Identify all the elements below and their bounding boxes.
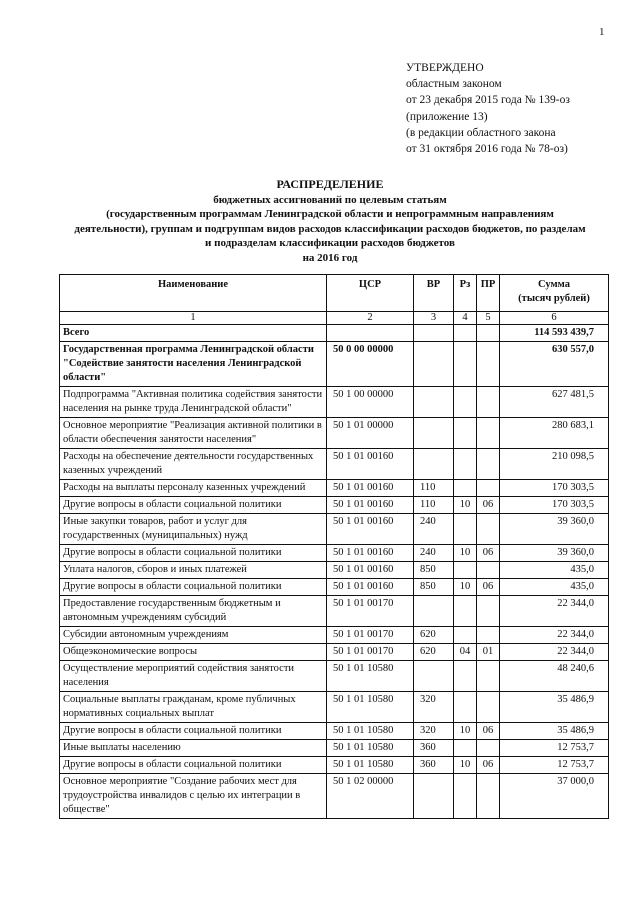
cell-sum: 170 303,5 [500,497,609,514]
cell-sum: 210 098,5 [500,449,609,480]
cell-pr [477,514,500,545]
table-row [60,692,609,723]
cell-csr: 50 1 01 00160 [327,579,414,596]
cell-rz [454,342,477,387]
cell-pr: 06 [477,757,500,774]
cell-sum: 48 240,6 [500,661,609,692]
approval-line: от 23 декабря 2015 года № 139-оз [406,94,570,107]
cell-rz [454,514,477,545]
table-body [60,325,609,819]
cell-csr: 50 1 01 10580 [327,740,414,757]
cell-pr [477,449,500,480]
table-row [60,342,609,387]
table-row [60,325,609,342]
cell-sum: 22 344,0 [500,644,609,661]
header-sum-title: Сумма [538,279,570,290]
cell-vr: 360 [414,757,454,774]
approval-line: УТВЕРЖДЕНО [406,62,484,74]
heading-line: и подразделам классификации расходов бюджетов [205,237,455,250]
table-row [60,596,609,627]
heading-line: бюджетных ассигнований по целевым статьям [213,193,447,206]
cell-vr [414,596,454,627]
column-number: 3 [414,312,454,325]
document-heading [40,177,620,266]
table-row [60,757,609,774]
table-row [60,449,609,480]
cell-pr [477,342,500,387]
table-row [60,480,609,497]
budget-table [59,274,609,819]
header-csr: ЦСР [327,275,414,312]
table-row [60,497,609,514]
cell-name: Государственная программа Ленинградской области "Содействие занятости населения Ленинградской области" [60,342,327,387]
cell-csr: 50 1 01 00160 [327,514,414,545]
cell-rz: 10 [454,545,477,562]
cell-pr [477,596,500,627]
table-row [60,387,609,418]
table-row [60,774,609,819]
cell-pr [477,418,500,449]
heading-line: (государственным программам Ленинградской области и непрограммным направлениям [106,208,554,221]
cell-sum: 35 486,9 [500,692,609,723]
header-sum [500,275,609,312]
cell-vr [414,418,454,449]
cell-vr: 850 [414,562,454,579]
approval-line: (приложение 13) [406,110,488,123]
cell-name: Расходы на обеспечение деятельности государственных казенных учреждений [60,449,327,480]
cell-sum: 435,0 [500,579,609,596]
cell-rz: 10 [454,723,477,740]
cell-sum: 280 683,1 [500,418,609,449]
table-row [60,644,609,661]
cell-rz [454,740,477,757]
cell-sum: 39 360,0 [500,545,609,562]
table-row [60,723,609,740]
table-row [60,418,609,449]
cell-name: Основное мероприятие "Реализация активной политики в области обеспечения занятости населения" [60,418,327,449]
cell-sum: 114 593 439,7 [500,325,609,342]
cell-pr [477,740,500,757]
approval-stamp [406,60,570,157]
cell-pr [477,627,500,644]
cell-pr: 06 [477,723,500,740]
cell-csr: 50 1 00 00000 [327,387,414,418]
cell-csr: 50 0 00 00000 [327,342,414,387]
cell-vr: 240 [414,514,454,545]
table-row [60,661,609,692]
cell-vr [414,774,454,819]
cell-name: Всего [60,325,327,342]
cell-vr [414,325,454,342]
column-number: 2 [327,312,414,325]
column-number: 4 [454,312,477,325]
cell-vr: 110 [414,497,454,514]
column-number: 5 [477,312,500,325]
heading-line: деятельности), группам и подгруппам видов расходов классификации расходов бюджетов, по разделам [74,222,586,235]
table-header-row [60,275,609,312]
cell-csr: 50 1 01 10580 [327,661,414,692]
cell-sum: 170 303,5 [500,480,609,497]
cell-name: Подпрограмма "Активная политика содействия занятости населения на рынке труда Ленинградской области" [60,387,327,418]
cell-name: Расходы на выплаты персоналу казенных учреждений [60,480,327,497]
cell-pr: 01 [477,644,500,661]
cell-sum: 37 000,0 [500,774,609,819]
cell-vr: 620 [414,627,454,644]
cell-rz [454,692,477,723]
cell-rz [454,387,477,418]
table-row [60,514,609,545]
header-rz: Рз [454,275,477,312]
cell-rz [454,562,477,579]
cell-csr: 50 1 01 00170 [327,627,414,644]
cell-rz [454,661,477,692]
cell-name: Общеэкономические вопросы [60,644,327,661]
cell-name: Другие вопросы в области социальной политики [60,757,327,774]
cell-sum: 22 344,0 [500,596,609,627]
cell-sum: 35 486,9 [500,723,609,740]
page-number: 1 [599,26,605,38]
cell-rz [454,596,477,627]
cell-vr [414,449,454,480]
cell-rz [454,449,477,480]
cell-pr [477,661,500,692]
cell-rz [454,325,477,342]
approval-line: (в редакции областного закона [406,126,556,139]
cell-vr: 360 [414,740,454,757]
cell-vr: 320 [414,723,454,740]
cell-vr: 110 [414,480,454,497]
cell-name: Предоставление государственным бюджетным и автономным учреждениям субсидий [60,596,327,627]
cell-rz [454,627,477,644]
cell-vr: 850 [414,579,454,596]
cell-csr: 50 1 01 10580 [327,692,414,723]
cell-vr: 320 [414,692,454,723]
document-title: РАСПРЕДЕЛЕНИЕ [276,177,384,191]
cell-name: Иные закупки товаров, работ и услуг для государственных (муниципальных) нужд [60,514,327,545]
cell-csr: 50 1 01 00160 [327,562,414,579]
cell-sum: 39 360,0 [500,514,609,545]
heading-line: на 2016 год [302,251,358,264]
cell-csr: 50 1 01 00160 [327,497,414,514]
cell-name: Осуществление мероприятий содействия занятости населения [60,661,327,692]
table-row [60,545,609,562]
cell-pr [477,774,500,819]
column-number: 6 [500,312,609,325]
cell-csr: 50 1 01 00170 [327,644,414,661]
column-number-row [60,312,609,325]
cell-pr [477,692,500,723]
cell-vr [414,342,454,387]
cell-sum: 12 753,7 [500,740,609,757]
cell-name: Субсидии автономным учреждениям [60,627,327,644]
cell-rz [454,480,477,497]
header-pr: ПР [477,275,500,312]
cell-sum: 12 753,7 [500,757,609,774]
cell-pr [477,562,500,579]
approval-line: областным законом [406,78,502,91]
cell-vr [414,661,454,692]
cell-name: Другие вопросы в области социальной политики [60,545,327,562]
cell-csr: 50 1 01 00160 [327,480,414,497]
table-row [60,579,609,596]
cell-pr [477,325,500,342]
cell-name: Другие вопросы в области социальной политики [60,497,327,514]
cell-vr: 240 [414,545,454,562]
cell-vr [414,387,454,418]
cell-rz: 10 [454,757,477,774]
cell-rz: 04 [454,644,477,661]
cell-pr: 06 [477,579,500,596]
cell-name: Уплата налогов, сборов и иных платежей [60,562,327,579]
cell-csr: 50 1 01 00170 [327,596,414,627]
header-name: Наименование [60,275,327,312]
approval-line: от 31 октября 2016 года № 78-оз) [406,143,568,156]
cell-name: Другие вопросы в области социальной политики [60,579,327,596]
cell-csr: 50 1 01 00160 [327,449,414,480]
cell-pr: 06 [477,497,500,514]
cell-sum: 435,0 [500,562,609,579]
cell-name: Другие вопросы в области социальной политики [60,723,327,740]
cell-sum: 22 344,0 [500,627,609,644]
cell-csr: 50 1 01 00160 [327,545,414,562]
cell-pr: 06 [477,545,500,562]
cell-csr [327,325,414,342]
cell-pr [477,387,500,418]
cell-sum: 630 557,0 [500,342,609,387]
table-row [60,740,609,757]
cell-name: Социальные выплаты гражданам, кроме публичных нормативных социальных выплат [60,692,327,723]
cell-rz [454,774,477,819]
cell-csr: 50 1 02 00000 [327,774,414,819]
cell-csr: 50 1 01 10580 [327,757,414,774]
header-sum-unit: (тысяч рублей) [518,293,590,304]
cell-vr: 620 [414,644,454,661]
table-row [60,562,609,579]
cell-name: Основное мероприятие "Создание рабочих мест для трудоустройства инвалидов с целью их интеграции в обществе" [60,774,327,819]
cell-sum: 627 481,5 [500,387,609,418]
table-row [60,627,609,644]
cell-csr: 50 1 01 00000 [327,418,414,449]
column-number: 1 [60,312,327,325]
header-vr: ВР [414,275,454,312]
cell-rz: 10 [454,497,477,514]
cell-pr [477,480,500,497]
cell-name: Иные выплаты населению [60,740,327,757]
cell-rz [454,418,477,449]
cell-rz: 10 [454,579,477,596]
cell-csr: 50 1 01 10580 [327,723,414,740]
